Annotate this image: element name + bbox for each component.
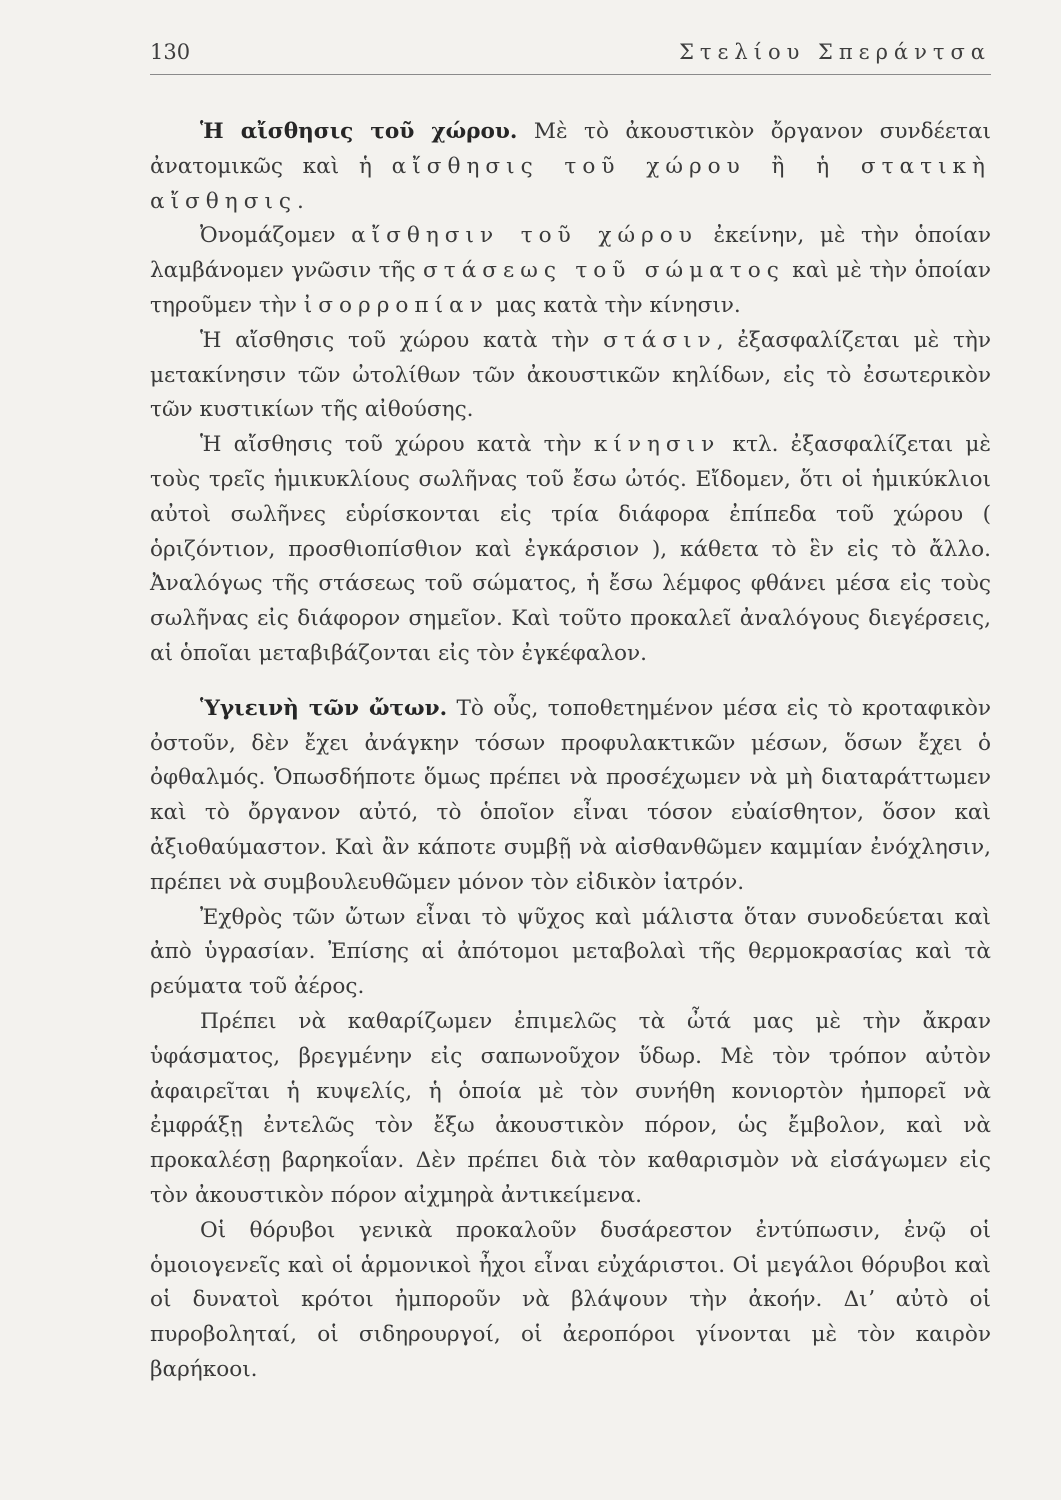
spaced-term: στάσιν xyxy=(603,327,717,353)
text-run: Ἡ αἴσθησις τοῦ χώρου κατὰ τὴν xyxy=(200,327,604,353)
section-heading-paragraph-ear-hygiene xyxy=(150,692,991,901)
page-body xyxy=(150,115,991,1388)
text-run: , ἐξασφαλίζεται μὲ τὴν μετακίνησιν τῶν ὠτολίθων τῶν ἀκουστικῶν κηλίδων, εἰς τὸ ἐσωτερικὸν τῶν κυστικίων τῆς αἰθούσης. xyxy=(150,327,992,423)
paragraph-cleaning: Πρέπει νὰ καθαρίζωμεν ἐπιμελῶς τὰ ὦτά μας μὲ τὴν ἄκραν ὑφάσματος, βρεγμένην εἰς σαπωνοῦχον ὕδωρ. Μὲ τὸν τρόπον αὐτὸν ἀφαιρεῖται ἡ κυψελίς, ἡ ὁποία μὲ τὸν συνήθη κονιορτὸν ἠμπορεῖ νὰ ἐμφράξῃ ἐντελῶς τὸν ἔξω ἀκουστικὸν πόρον, ὡς ἔμβολον, καὶ νὰ προκαλέσῃ βαρηκοΐαν. Δὲν πρέπει διὰ τὸν καθαρισμὸν νὰ εἰσάγωμεν εἰς τὸν ἀκουστικὸν πόρον αἰχμηρὰ ἀντικείμενα. xyxy=(150,1008,991,1208)
text-run: κτλ. ἐξασφαλίζεται μὲ τοὺς τρεῖς ἡμικυκλίους σωλῆνας τοῦ ἔσω ὠτός. Εἴδομεν, ὅτι οἱ ἡμικύκλιοι αὐτοὶ σωλῆνες εὑρίσκονται εἰς τρία διάφορα ἐπίπεδα τοῦ χώρου ( ὁριζόντιον, προσθιοπίσθιον καὶ ἐγκάρσιον ), κάθετα τὸ ἓν εἰς τὸ ἄλλο. Ἀναλόγως τῆς στάσεως τοῦ σώματος, ἡ ἔσω λέμφος φθάνει μέσα εἰς τοὺς σωλῆνας εἰς διάφορον σημεῖον. Καὶ τοῦτο προκαλεῖ ἀναλόγους διεγέρσεις, αἱ ὁποῖαι μεταβιβάζονται εἰς τὸν ἐγκέφαλον. xyxy=(150,432,992,666)
text-run: Ὀνομάζομεν xyxy=(200,223,352,249)
spaced-term: αἴσθησιν τοῦ χώρου xyxy=(351,223,698,249)
spaced-term: κίνησιν xyxy=(593,432,721,458)
text-run: ἐκείνην, μὲ τὴν ὁποίαν λαμβάνομεν γνῶσιν τῆς xyxy=(150,223,991,284)
paragraph-noise: Οἱ θόρυβοι γενικὰ προκαλοῦν δυσάρεστον ἐντύπωσιν, ἐνῷ οἱ ὁμοιογενεῖς καὶ οἱ ἁρμονικοὶ ἦχοι εἶναι εὐχάριστοι. Οἱ μεγάλοι θόρυβοι καὶ οἱ δυνατοὶ κρότοι ἠμποροῦν νὰ βλάψουν τὴν ἀκοήν. Διʼ αὐτὸ οἱ πυροβοληταί, οἱ σιδηρουργοί, οἱ ἀεροπόροι γίνονται μὲ τὸν καιρὸν βαρήκοοι. xyxy=(150,1217,991,1382)
section-heading-ear-hygiene: Ὑγιεινὴ τῶν ὤτων. xyxy=(200,695,448,721)
text-run: Τὸ οὖς, τοποθετημένον μέσα εἰς τὸ κροταφικὸν ὀστοῦν, δὲν ἔχει ἀνάγκην τόσων προφυλακτικῶν μέσων, ὅσων ἔχει ὁ ὀφθαλμός. Ὁπωσδήποτε ὅμως πρέπει νὰ προσέχωμεν νὰ μὴ διαταράττωμεν καὶ τὸ ὄργανον αὐτό, τὸ ὁποῖον εἶναι τόσον εὐαίσθητον, ὅσον καὶ ἀξιοθαύμαστον. Καὶ ἂν κάποτε συμβῇ νὰ αἰσθανθῶμεν καμμίαν ἐνόχλησιν, πρέπει νὰ συμβουλευθῶμεν μόνον τὸν εἰδικὸν ἰατρόν. xyxy=(150,695,991,895)
section-heading-paragraph-space-sense xyxy=(150,115,991,219)
text-run: Ἡ αἴσθησις τοῦ χώρου κατὰ τὴν xyxy=(200,432,594,458)
running-title: Στελίου Σπεράντσα xyxy=(679,40,991,64)
paragraph-definition xyxy=(150,219,991,323)
spaced-term: ἰσορροπίαν xyxy=(303,292,489,318)
text-run: καὶ μὲ τὴν ὁποίαν τηροῦμεν τὴν xyxy=(150,258,991,318)
section-heading-space-sense: Ἡ αἴσθησις τοῦ χώρου. xyxy=(200,119,518,144)
text-run: μας κατὰ τὴν κίνησιν. xyxy=(488,292,741,318)
running-head xyxy=(150,40,991,75)
paragraph-static-sense xyxy=(150,324,991,428)
text-run: . xyxy=(297,188,304,214)
spaced-term: αἴσθησις τοῦ χώρου ἢ ἡ στατικὴ αἴσθησις xyxy=(150,153,991,214)
text-run: Μὲ τὸ ἀκουστικὸν ὄργανον συνδέεται ἀνατομικῶς καὶ ἡ xyxy=(150,119,992,179)
paragraph-cold-enemy: Ἐχθρὸς τῶν ὤτων εἶναι τὸ ψῦχος καὶ μάλιστα ὅταν συνοδεύεται καὶ ἀπὸ ὑγρασίαν. Ἐπίσης αἱ ἀπότομοι μεταβολαὶ τῆς θερμοκρασίας καὶ τὰ ρεύματα τοῦ ἀέρος. xyxy=(150,904,991,1000)
spaced-term: στάσεως τοῦ σώματος xyxy=(423,258,785,284)
paragraph-kinetic-sense xyxy=(150,428,991,672)
page-number: 130 xyxy=(150,40,191,64)
